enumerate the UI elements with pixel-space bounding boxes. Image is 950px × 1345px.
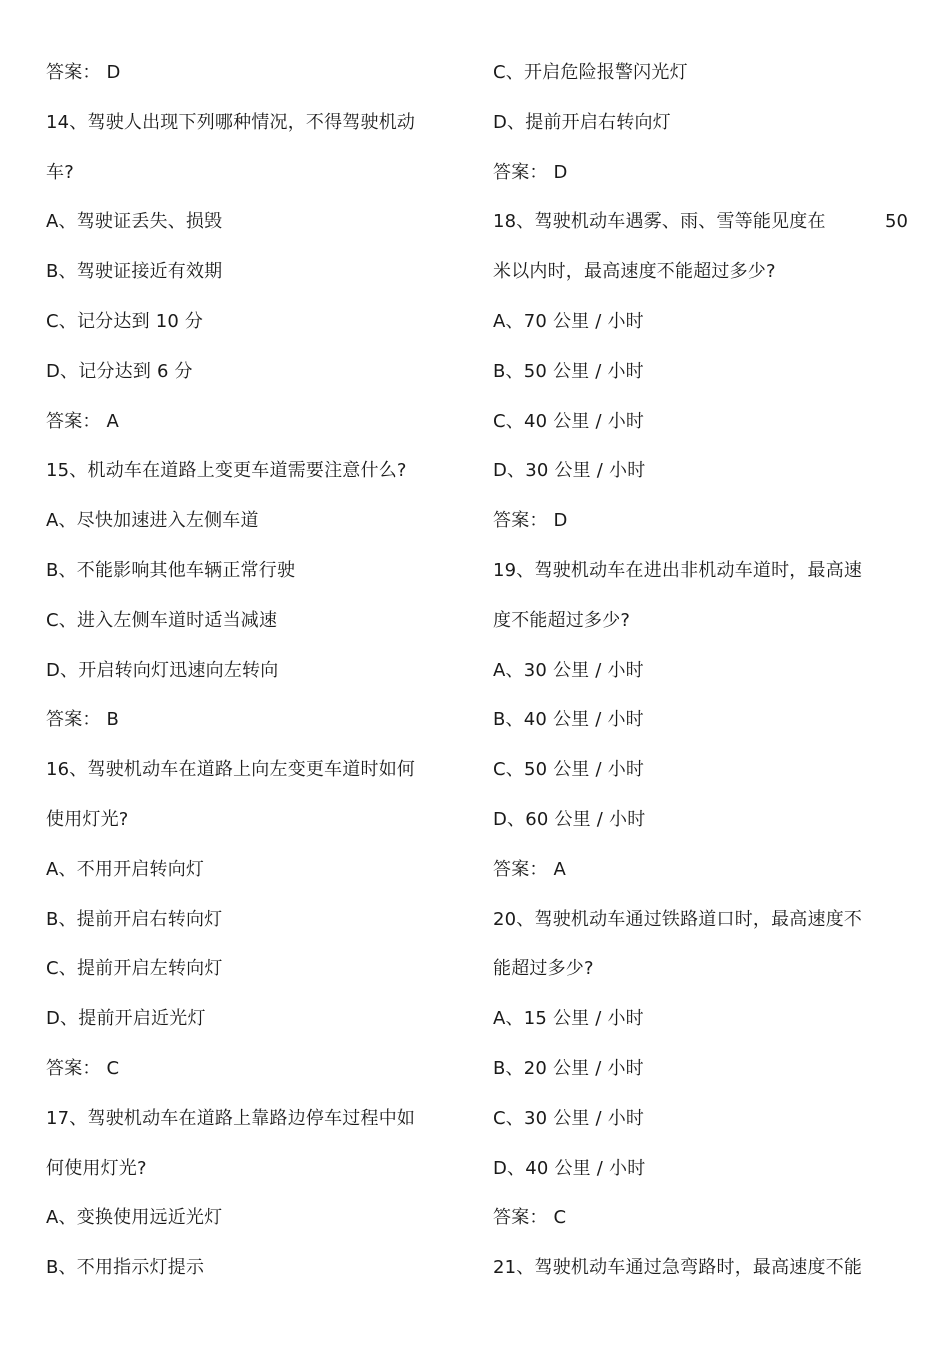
question-19-stem: 19、驾驶机动车在进出非机动车道时，最高速 — [493, 559, 863, 581]
option-line: A、变换使用远近光灯 — [46, 1207, 223, 1229]
answer-line: 答案： B — [46, 709, 120, 731]
question-14-stem-cont: 车? — [46, 161, 74, 183]
option-line: C、40 公里 / 小时 — [493, 410, 645, 432]
option-line: A、驾驶证丢失、损毁 — [46, 211, 223, 233]
option-line: C、提前开启左转向灯 — [46, 958, 223, 980]
question-17-stem-cont: 何使用灯光? — [46, 1157, 147, 1179]
option-line: D、开启转向灯迅速向左转向 — [46, 659, 279, 681]
option-line: D、提前开启近光灯 — [46, 1008, 206, 1030]
question-17-stem: 17、驾驶机动车在道路上靠路边停车过程中如 — [46, 1107, 416, 1129]
option-line: D、30 公里 / 小时 — [493, 460, 646, 482]
answer-line: 答案： C — [493, 1207, 567, 1229]
option-line: B、驾驶证接近有效期 — [46, 261, 223, 283]
option-line: C、记分达到 10 分 — [46, 310, 204, 332]
question-19-stem-cont: 度不能超过多少? — [493, 609, 631, 631]
option-line: B、40 公里 / 小时 — [493, 709, 644, 731]
option-line: B、50 公里 / 小时 — [493, 360, 644, 382]
option-line: C、30 公里 / 小时 — [493, 1107, 645, 1129]
answer-line: 答案： A — [493, 858, 567, 880]
option-line: A、30 公里 / 小时 — [493, 659, 644, 681]
option-line: C、开启危险报警闪光灯 — [493, 62, 688, 83]
question-18-stem: 18、驾驶机动车遇雾、雨、雪等能见度在 — [493, 211, 826, 233]
text-line: 答案： D — [46, 62, 121, 83]
question-16-stem: 16、驾驶机动车在道路上向左变更车道时如何 — [46, 759, 416, 781]
question-20-stem-cont: 能超过多少? — [493, 958, 594, 980]
question-20-stem: 20、驾驶机动车通过铁路道口时，最高速度不 — [493, 908, 863, 930]
question-18-stem-cont: 米以内时，最高速度不能超过多少? — [493, 261, 776, 283]
option-line: D、记分达到 6 分 — [46, 360, 193, 382]
option-line: A、尽快加速进入左侧车道 — [46, 510, 259, 532]
answer-line: 答案： D — [493, 510, 568, 532]
option-line: B、不能影响其他车辆正常行驶 — [46, 559, 296, 581]
option-line: A、15 公里 / 小时 — [493, 1008, 644, 1030]
option-line: B、20 公里 / 小时 — [493, 1057, 644, 1079]
option-line: A、70 公里 / 小时 — [493, 310, 644, 332]
question-18-distance-value: 50 — [885, 211, 908, 233]
question-16-stem-cont: 使用灯光? — [46, 808, 129, 830]
answer-line: 答案： A — [46, 410, 120, 432]
option-line: C、进入左侧车道时适当减速 — [46, 609, 278, 631]
question-14-stem: 14、驾驶人出现下列哪种情况，不得驾驶机动 — [46, 111, 416, 133]
question-15-stem: 15、机动车在道路上变更车道需要注意什么? — [46, 460, 407, 482]
option-line: D、60 公里 / 小时 — [493, 808, 646, 830]
option-line: C、50 公里 / 小时 — [493, 759, 645, 781]
question-21-stem: 21、驾驶机动车通过急弯路时，最高速度不能 — [493, 1257, 863, 1279]
answer-line: 答案： C — [46, 1057, 120, 1079]
option-line: A、不用开启转向灯 — [46, 858, 205, 880]
right-column — [493, 58, 913, 1303]
option-line: B、提前开启右转向灯 — [46, 908, 223, 930]
option-line: D、提前开启右转向灯 — [493, 111, 671, 133]
left-column — [46, 58, 446, 1303]
option-line: B、不用指示灯提示 — [46, 1257, 205, 1279]
answer-line: 答案： D — [493, 161, 568, 183]
option-line: D、40 公里 / 小时 — [493, 1157, 646, 1179]
